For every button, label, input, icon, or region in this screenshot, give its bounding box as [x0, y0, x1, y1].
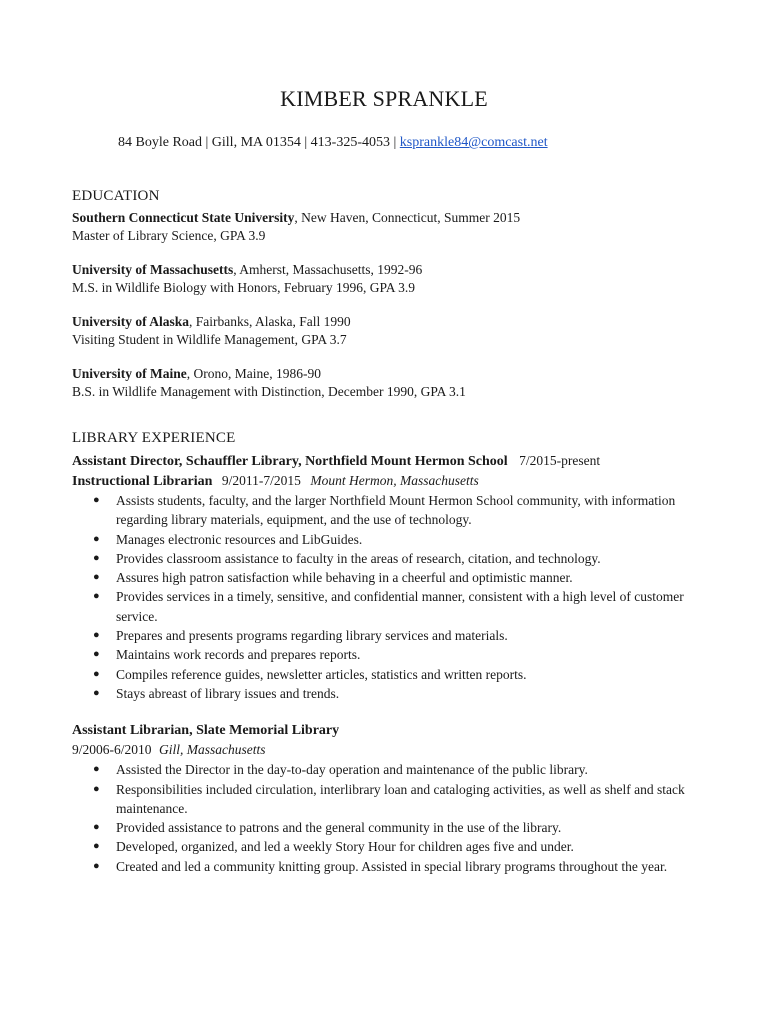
- list-item: ● Provided assistance to patrons and the general community in the use of the library.: [72, 818, 702, 837]
- list-item: ● Assures high patron satisfaction while behaving in a cheerful and optimistic manner.: [72, 568, 702, 587]
- job-dates: 9/2011-7/2015: [221, 473, 301, 488]
- school-details: , Orono, Maine, 1986-90: [186, 366, 321, 381]
- list-item: ● Assisted the Director in the day-to-day operation and maintenance of the public library.: [72, 760, 702, 779]
- bullet-icon: ●: [93, 840, 100, 853]
- school-name: University of Massachusetts: [72, 262, 234, 277]
- bullet-icon: ●: [93, 648, 100, 661]
- resume-name: KIMBER SPRANKLE: [280, 86, 488, 111]
- job-title-line: [72, 471, 702, 491]
- bullet-icon: ●: [93, 494, 100, 506]
- bullet-icon: ●: [93, 667, 100, 680]
- bullet-icon: ●: [93, 532, 100, 545]
- school-name: Southern Connecticut State University: [72, 210, 295, 225]
- degree: Visiting Student in Wildlife Management, GPA 3.7: [72, 332, 347, 347]
- education-entry: [72, 313, 702, 349]
- bullet-icon: ●: [93, 821, 100, 834]
- experience-heading: LIBRARY EXPERIENCE: [72, 430, 236, 446]
- email-link[interactable]: ksprankle84@comcast.net: [399, 135, 548, 150]
- contact-address-phone: 84 Boyle Road | Gill, MA 01354 | 413-325-4053 |: [118, 135, 400, 150]
- bullet-icon: ●: [93, 590, 100, 603]
- job-duties-list: [72, 491, 702, 703]
- job-title: Instructional Librarian: [72, 474, 213, 489]
- job-dates: 7/2015-present: [519, 453, 601, 468]
- list-item: ● Maintains work records and prepares reports.: [72, 645, 702, 664]
- degree: Master of Library Science, GPA 3.9: [72, 228, 266, 243]
- school-name: University of Maine: [72, 366, 187, 381]
- list-item: ● Developed, organized, and led a weekly Story Hour for children ages five and under.: [72, 837, 702, 856]
- job-dates-line: [72, 740, 702, 760]
- school-details: , Fairbanks, Alaska, Fall 1990: [189, 314, 351, 329]
- bullet-icon: ●: [93, 686, 100, 699]
- list-item: ● Compiles reference guides, newsletter articles, statistics and written reports.: [72, 665, 702, 684]
- school-details: , Amherst, Massachusetts, 1992-96: [233, 262, 423, 277]
- school-details: , New Haven, Connecticut, Summer 2015: [294, 210, 521, 225]
- education-heading: EDUCATION: [72, 188, 160, 204]
- list-item: ● Created and led a community knitting group. Assisted in special library programs throughout the year.: [72, 857, 702, 876]
- bullet-icon: ●: [93, 763, 100, 776]
- list-item: ● Manages electronic resources and LibGuides.: [72, 530, 702, 549]
- list-item: ● Assists students, faculty, and the larger Northfield Mount Hermon School community, with information regarding library materials, equipment, and the use of technology.: [93, 493, 676, 528]
- degree: M.S. in Wildlife Biology with Honors, February 1996, GPA 3.9: [72, 280, 415, 295]
- contact-line: [118, 135, 548, 151]
- list-item: ● Responsibilities included circulation, interlibrary loan and cataloging activities, as well as shelf and stack maintenance.: [93, 781, 685, 816]
- job-location: Mount Hermon, Massachusetts: [310, 473, 479, 488]
- bullet-icon: ●: [93, 859, 100, 872]
- job-title: Assistant Librarian, Slate Memorial Library: [72, 723, 340, 739]
- bullet-icon: ●: [93, 629, 100, 642]
- education-section: [72, 188, 702, 417]
- job-title-line: [72, 451, 702, 471]
- bullet-icon: ●: [93, 782, 100, 795]
- job-dates: 9/2006-6/2010: [72, 742, 152, 758]
- job-location: Gill, Massachusetts: [159, 742, 266, 758]
- experience-section: [72, 430, 702, 876]
- list-item: ● Provides services in a timely, sensitive, and confidential manner, consistent with a high level of customer service.: [93, 589, 684, 624]
- list-item: ● Stays abreast of library issues and trends.: [72, 684, 702, 703]
- bullet-icon: ●: [93, 551, 100, 564]
- job-duties-list: [72, 760, 702, 876]
- list-item: ● Provides classroom assistance to faculty in the areas of research, citation, and technology.: [72, 549, 702, 568]
- job-title-line: [72, 721, 702, 740]
- list-item: ● Prepares and presents programs regarding library services and materials.: [72, 626, 702, 645]
- education-entry: [72, 365, 702, 401]
- education-entry: [72, 261, 702, 297]
- bullet-icon: ●: [93, 571, 100, 584]
- degree: B.S. in Wildlife Management with Distinction, December 1990, GPA 3.1: [72, 384, 466, 399]
- education-entry: [72, 209, 702, 245]
- school-name: University of Alaska: [72, 314, 190, 329]
- job-title: Assistant Director, Schauffler Library, Northfield Mount Hermon School: [72, 454, 508, 469]
